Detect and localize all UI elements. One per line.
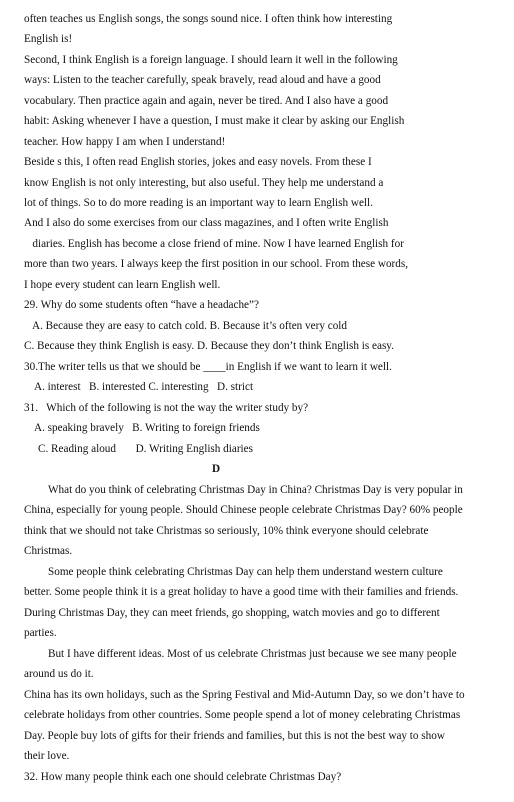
passage-line: lot of things. So to do more reading is an important way to learn English well. bbox=[24, 197, 373, 209]
question-31-options-cd: C. Reading aloud D. Writing English diaries bbox=[38, 443, 253, 455]
passage-d-line: China, especially for young people. Should Chinese people celebrate Christmas Day? 60% people bbox=[24, 504, 463, 516]
passage-d-line: Day. People buy lots of gifts for their friends and families, but this is not the best way to show bbox=[24, 730, 445, 742]
question-29: 29. Why do some students often “have a headache”? bbox=[24, 299, 259, 311]
question-31-options-ab: A. speaking bravely B. Writing to foreign friends bbox=[34, 422, 260, 434]
passage-line: teacher. How happy I am when I understand! bbox=[24, 136, 226, 148]
passage-line: know English is not only interesting, but also useful. They help me understand a bbox=[24, 177, 384, 189]
passage-d-line: parties. bbox=[24, 627, 57, 639]
passage-d-line: around us do it. bbox=[24, 668, 94, 680]
question-30: 30.The writer tells us that we should be ____in English if we want to learn it well. bbox=[24, 361, 392, 373]
passage-d-line: What do you think of celebrating Christmas Day in China? Christmas Day is very popular in bbox=[48, 484, 463, 496]
section-heading-d: D bbox=[212, 463, 221, 475]
passage-line: I hope every student can learn English well. bbox=[24, 279, 221, 291]
passage-d-line: think that we should not take Christmas so seriously, 10% think everyone should celebrate bbox=[24, 525, 429, 537]
passage-d-line: Christmas. bbox=[24, 545, 73, 557]
passage-d-line: China has its own holidays, such as the Spring Festival and Mid-Autumn Day, so we don’t have to bbox=[24, 689, 465, 701]
question-30-options: A. interest B. interested C. interesting D. strict bbox=[34, 381, 254, 393]
passage-line: vocabulary. Then practice again and again, never be tired. And I also have a good bbox=[24, 95, 389, 107]
passage-d-line: During Christmas Day, they can meet friends, go shopping, watch movies and go to different bbox=[24, 607, 440, 619]
passage-d-line: celebrate holidays from other countries. Some people spend a lot of money celebrating Christmas bbox=[24, 709, 461, 721]
passage-line: often teaches us English songs, the songs sound nice. I often think how interesting bbox=[24, 13, 393, 25]
passage-d-line: better. Some people think it is a great holiday to have a good time with their families and friends. bbox=[24, 586, 459, 598]
passage-line: Beside s this, I often read English stories, jokes and easy novels. From these I bbox=[24, 156, 372, 168]
passage-line: habit: Asking whenever I have a question, I must make it clear by asking our English bbox=[24, 115, 405, 127]
question-29-options-ab: A. Because they are easy to catch cold. B. Because it’s often very cold bbox=[32, 320, 347, 332]
passage-line: ways: Listen to the teacher carefully, speak bravely, read aloud and have a good bbox=[24, 74, 381, 86]
passage-d-line: their love. bbox=[24, 750, 70, 762]
question-31: 31. Which of the following is not the way the writer study by? bbox=[24, 402, 309, 414]
passage-line: And I also do some exercises from our class magazines, and I often write English bbox=[24, 217, 389, 229]
passage-d-line: But I have different ideas. Most of us celebrate Christmas just because we see many people bbox=[48, 648, 457, 660]
question-29-options-cd: C. Because they think English is easy. D. Because they don’t think English is easy. bbox=[24, 340, 394, 352]
passage-line: diaries. English has become a close friend of mine. Now I have learned English for bbox=[24, 238, 404, 250]
passage-line: Second, I think English is a foreign language. I should learn it well in the following bbox=[24, 54, 398, 66]
question-32: 32. How many people think each one should celebrate Christmas Day? bbox=[24, 771, 342, 783]
passage-line: more than two years. I always keep the first position in our school. From these words, bbox=[24, 258, 409, 270]
passage-line: English is! bbox=[24, 33, 73, 45]
passage-d-line: Some people think celebrating Christmas Day can help them understand western culture bbox=[48, 566, 443, 578]
